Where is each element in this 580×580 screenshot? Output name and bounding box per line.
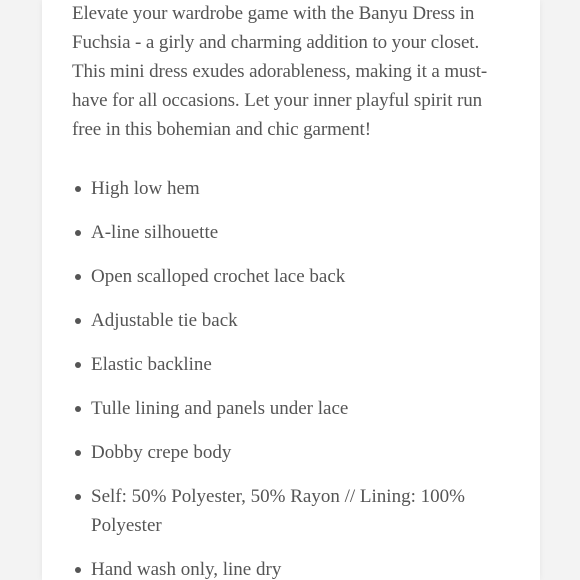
feature-list — [72, 174, 512, 580]
feature-item: Tulle lining and panels under lace — [72, 394, 512, 423]
feature-item: Elastic backline — [72, 350, 512, 379]
feature-item: High low hem — [72, 174, 512, 203]
feature-item: Self: 50% Polyester, 50% Rayon // Lining: 100% Polyester — [72, 482, 512, 540]
feature-item: Dobby crepe body — [72, 438, 512, 467]
feature-item: Open scalloped crochet lace back — [72, 262, 512, 291]
feature-item: Hand wash only, line dry — [72, 555, 512, 580]
feature-item: Adjustable tie back — [72, 306, 512, 335]
feature-item: A-line silhouette — [72, 218, 512, 247]
description-intro: Elevate your wardrobe game with the Banyu Dress in Fuchsia - a girly and charming addition to your closet. This mini dress exudes adorableness, making it a must- have for all occasions. Let your inner playful spirit run free in this bohemian and chic garment! — [72, 3, 488, 140]
product-description — [72, 0, 512, 580]
